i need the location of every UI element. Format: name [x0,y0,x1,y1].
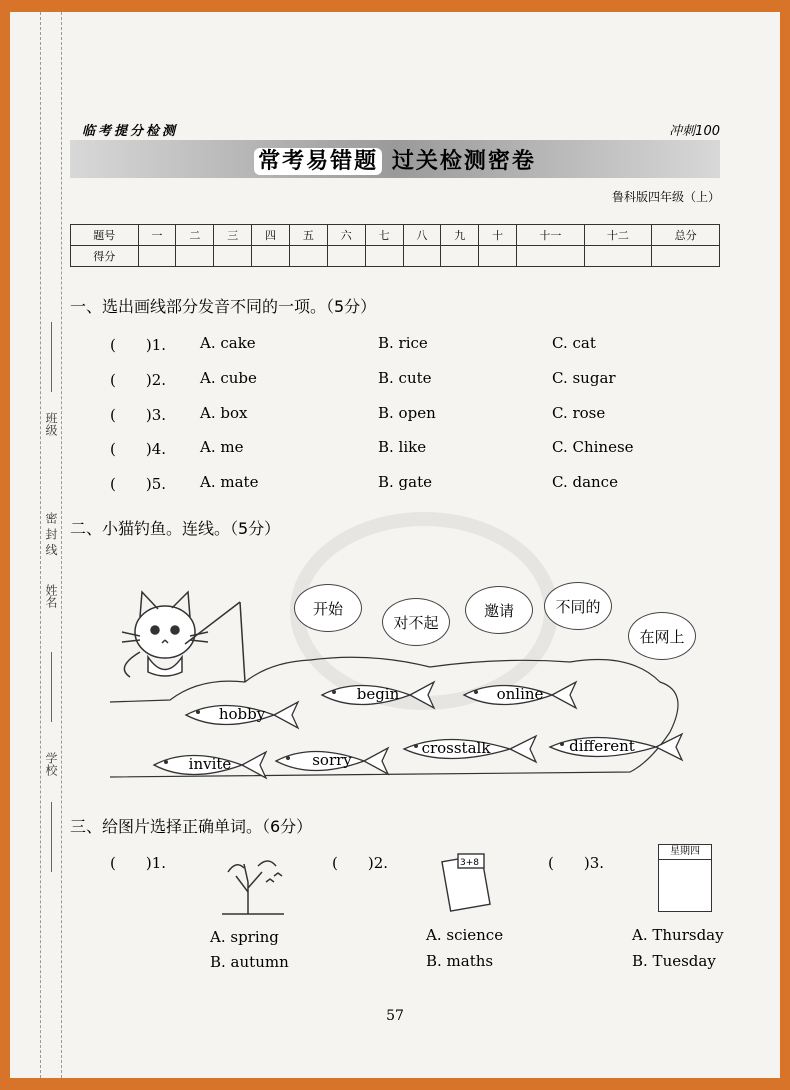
score-input-cell[interactable] [252,246,290,267]
section1-title: 一、选出画线部分发音不同的一项。（5分） [70,297,377,316]
score-table-header-row [71,225,720,246]
option-b: B. autumn [210,953,289,971]
title-bar [70,140,720,178]
name-label: 姓名 [44,584,58,608]
header-label: 临考提分检测 [82,124,179,139]
title-highlight: 常考易错题 [254,148,382,175]
option-a: A. box [200,404,248,422]
class-label: 班级 [44,412,58,436]
fish-label: online [496,685,544,703]
answer-blank[interactable]: ( )2. [110,371,167,389]
answer-blank[interactable]: ( )2. [332,854,389,872]
calendar-day: 星期四 [659,845,711,860]
seal-line-label: 密 封 线 [44,512,58,556]
option-c: C. rose [552,404,606,422]
cloud-word[interactable]: 不同的 [544,582,612,630]
fish-label: begin [356,685,400,703]
worksheet-page [10,12,780,1078]
score-table-score-row [71,246,720,267]
score-input-cell[interactable] [517,246,585,267]
score-cell: 总分 [652,225,720,246]
header-right-label: 冲刺100 [669,124,720,139]
score-cell: 七 [365,225,403,246]
score-input-cell[interactable] [289,246,327,267]
score-table [70,224,720,267]
score-input-cell[interactable] [584,246,652,267]
section2-title: 二、小猫钓鱼。连线。（5分） [70,519,281,538]
cloud-word[interactable]: 对不起 [382,598,450,646]
svg-text:3+8: 3+8 [460,858,479,868]
school-line [51,802,52,872]
math-book-icon [436,850,496,916]
cloud-word[interactable]: 在网上 [628,612,696,660]
fish-word[interactable] [150,746,270,784]
score-cell: 二 [176,225,214,246]
edition-label: 鲁科版四年级（上） [611,190,720,204]
fish-word[interactable] [460,676,580,714]
option-b: B. rice [378,334,428,352]
fish-label: hobby [218,705,266,723]
score-input-cell[interactable] [327,246,365,267]
option-c: C. Chinese [552,438,634,456]
answer-blank[interactable]: ( )4. [110,440,167,458]
option-b: B. open [378,404,436,422]
answer-blank[interactable]: ( )3. [548,854,605,872]
school-label: 学校 [44,752,58,776]
score-cell: 一 [138,225,176,246]
score-input-cell[interactable] [214,246,252,267]
section3-title: 三、给图片选择正确单词。（6分） [70,817,313,836]
option-a: A. me [200,438,244,456]
answer-blank[interactable]: ( )5. [110,475,167,493]
fish-word[interactable] [318,676,438,714]
fish-label: different [569,737,635,755]
score-cell: 五 [289,225,327,246]
fish-word[interactable] [182,696,302,734]
score-cell: 九 [441,225,479,246]
score-cell: 三 [214,225,252,246]
score-input-cell[interactable] [176,246,214,267]
answer-blank[interactable]: ( )3. [110,406,167,424]
cat-icon [122,592,245,682]
score-input-cell[interactable] [652,246,720,267]
score-cell: 四 [252,225,290,246]
cloud-word[interactable]: 开始 [294,584,362,632]
option-c: C. cat [552,334,596,352]
answer-blank[interactable]: ( )1. [110,336,167,354]
score-cell: 八 [403,225,441,246]
option-b: B. gate [378,473,433,491]
option-a: A. mate [200,473,259,491]
page-number: 57 [386,1008,404,1024]
option-c: C. sugar [552,369,616,387]
binding-margin [40,12,62,1078]
option-b: B. cute [378,369,432,387]
score-cell: 十 [479,225,517,246]
score-input-cell[interactable] [441,246,479,267]
cloud-word[interactable]: 邀请 [465,586,533,634]
fish-label: invite [188,755,232,773]
option-a: A. science [426,926,504,944]
page-title [70,144,720,175]
score-input-cell[interactable] [365,246,403,267]
option-b: B. maths [426,952,494,970]
score-cell: 得分 [71,246,139,267]
option-a: A. cake [200,334,256,352]
option-c: C. dance [552,473,618,491]
fish-word[interactable] [546,728,686,766]
title-rest: 过关检测密卷 [391,149,536,174]
option-a: A. Thursday [632,926,724,944]
score-input-cell[interactable] [138,246,176,267]
score-cell: 十一 [517,225,585,246]
score-cell: 十二 [584,225,652,246]
fish-label: crosstalk [421,739,491,757]
fish-label: sorry [312,751,352,769]
option-a: A. spring [210,928,279,946]
spring-tree-icon [218,852,288,918]
option-a: A. cube [200,369,257,387]
option-b: B. Tuesday [632,952,716,970]
score-cell: 题号 [71,225,139,246]
score-cell: 六 [327,225,365,246]
fish-word[interactable] [272,742,392,780]
calendar-icon [658,844,712,912]
class-line [51,322,52,392]
fish-word[interactable] [400,730,540,768]
score-input-cell[interactable] [403,246,441,267]
score-input-cell[interactable] [479,246,517,267]
answer-blank[interactable]: ( )1. [110,854,167,872]
option-b: B. like [378,438,427,456]
name-line [51,652,52,722]
